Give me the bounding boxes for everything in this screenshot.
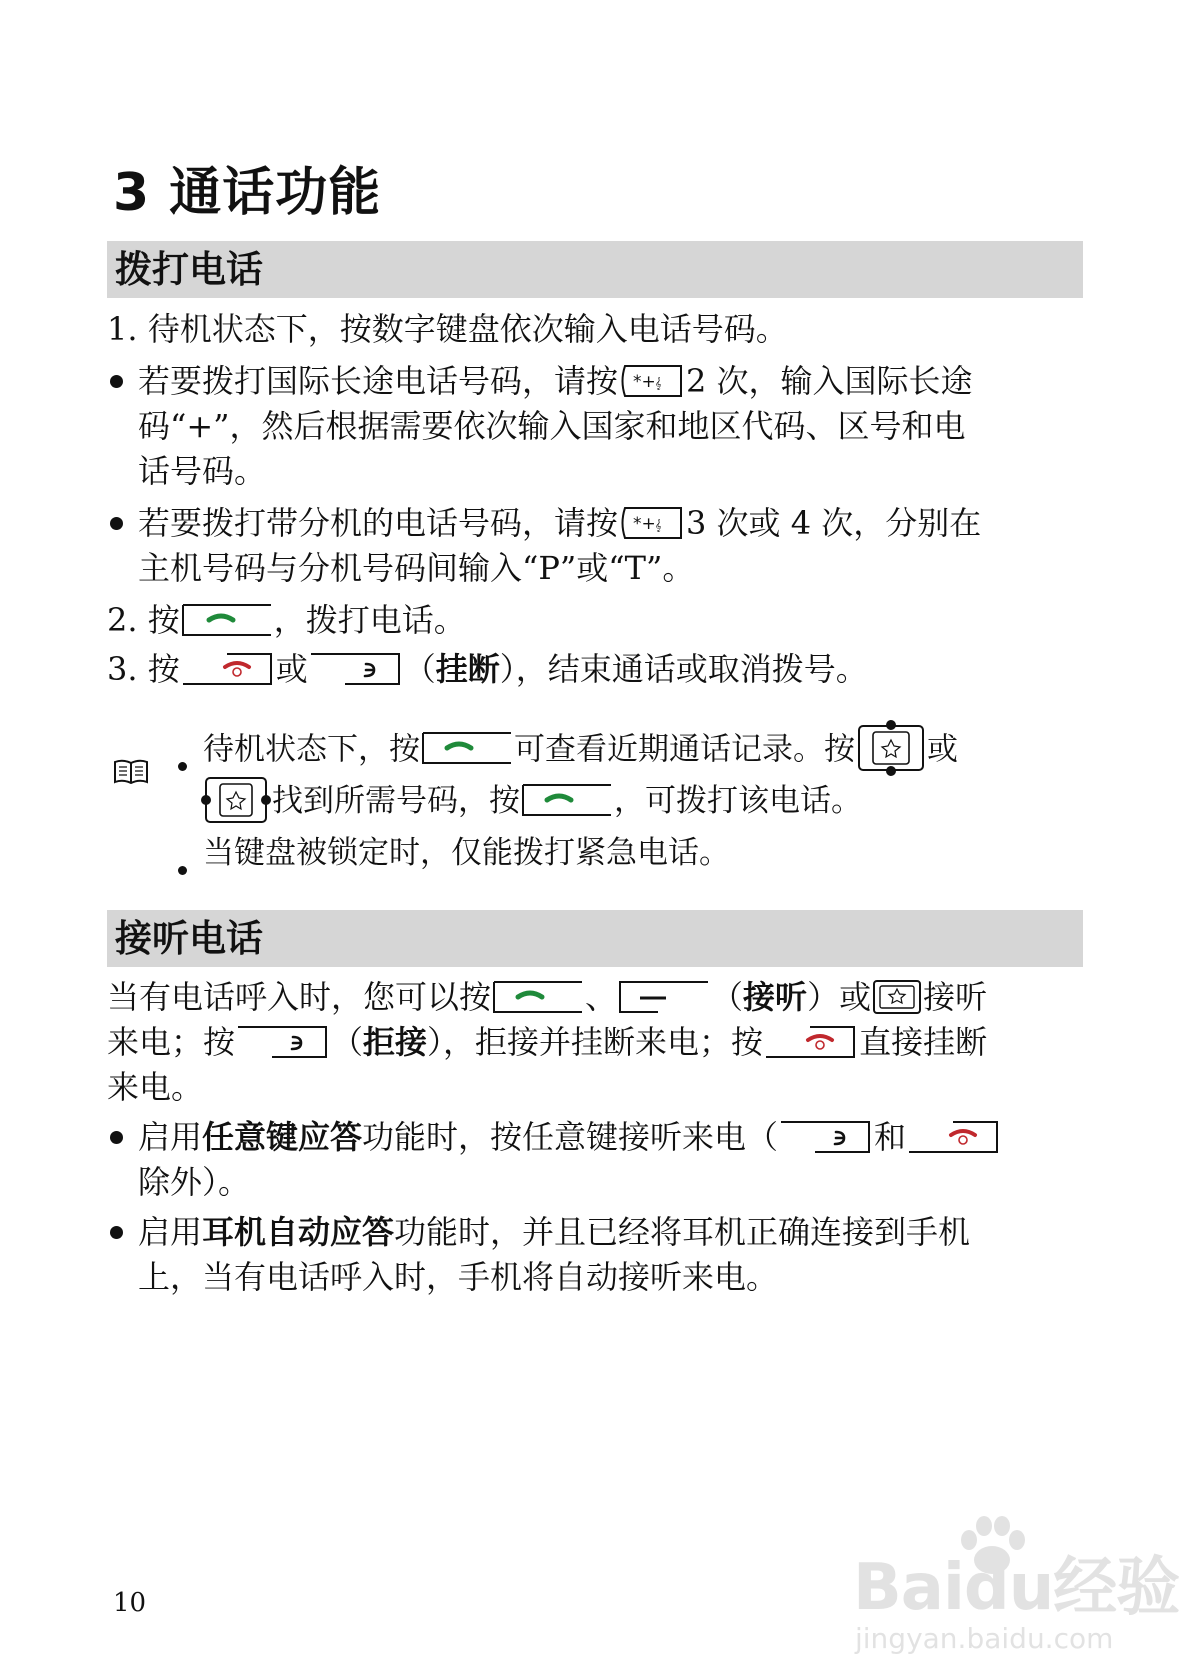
step-1-text: 1. 待机状态下，按数字键盘依次输入电话号码。: [107, 310, 788, 348]
step-3-text-b: 或: [275, 650, 308, 688]
watermark-url: jingyan.baidu.com: [855, 1622, 1114, 1655]
note-line-2: [200, 778, 862, 824]
answer-text-1e: 接听: [923, 978, 988, 1016]
answer-para-line-1: [107, 974, 987, 1020]
red-end-key-icon: [764, 1025, 858, 1059]
step-3-text-a: 3. 按: [107, 650, 180, 688]
note-bullet: [178, 762, 187, 771]
answer-text-1b: 、: [585, 978, 618, 1016]
star-plus-key-icon: [619, 364, 685, 398]
answer-text-1a: 当有电话呼入时，您可以按: [107, 978, 492, 1016]
any-key-text-c: 和: [874, 1118, 907, 1156]
note-line-1: [203, 726, 958, 772]
intl-text-b: 2 次，输入国际长途: [686, 362, 973, 400]
note-bullet: [178, 866, 187, 875]
svg-text:*+: *+: [633, 513, 656, 534]
answer-text-2c: ），拒接并挂断来电；按: [427, 1023, 764, 1061]
green-call-key-icon: [181, 603, 273, 637]
bullet: [110, 375, 123, 388]
step-2-text-b: ，拨打电话。: [273, 601, 466, 639]
open-book-icon: [113, 758, 149, 784]
headset-text-b: 功能时，并且已经将耳机正确连接到手机: [394, 1213, 971, 1251]
left-soft-key-icon: [618, 980, 710, 1014]
note-text-1b: 可查看近期通话记录。按: [514, 731, 855, 768]
note-text-2a: 找到所需号码，按: [272, 783, 520, 819]
note-text-2b: ，可拨打该电话。: [614, 783, 862, 819]
green-call-key-icon: [521, 783, 613, 817]
ext-text-a: 若要拨打带分机的电话号码，请按: [138, 504, 619, 542]
any-key-line-1: [138, 1114, 1002, 1160]
ext-line-1: [138, 500, 981, 546]
section-header-answer: [107, 910, 1083, 967]
reject-label: 拒接: [363, 1023, 428, 1061]
intl-text-a: 若要拨打国际长途电话号码，请按: [138, 362, 619, 400]
note-text-1a: 待机状态下，按: [203, 731, 420, 768]
ext-line-2: 主机号码与分机号码间输入“P”或“T”。: [138, 549, 695, 587]
answer-text-1c: （: [711, 978, 744, 1016]
section-heading-answer: 接听电话: [115, 917, 263, 960]
section-heading-dial: 拨打电话: [115, 248, 263, 291]
headset-line-1: [138, 1209, 970, 1255]
nav-left-right-key-icon: [201, 773, 271, 827]
page-number: 10: [113, 1588, 147, 1618]
bullet: [110, 1131, 123, 1144]
note-line-3: 当键盘被锁定时，仅能拨打紧急电话。: [203, 835, 730, 871]
answer-text-1d: ）或: [807, 978, 872, 1016]
watermark: [845, 1510, 1180, 1660]
intl-line-2: 码“+”，然后根据需要依次输入国家和地区代码、区号和电: [138, 407, 966, 445]
step-2-text-a: 2. 按: [107, 601, 180, 639]
red-end-key-icon: [907, 1120, 1001, 1154]
step-3-text-c: （: [403, 650, 436, 688]
any-key-answer-label: 任意键应答: [202, 1118, 363, 1156]
section-header-dial: [107, 241, 1083, 298]
nav-up-down-key-icon: [856, 720, 926, 776]
step-3: [107, 646, 868, 692]
step-2: [107, 597, 466, 643]
headset-line-2: 上，当有电话呼入时，手机将自动接听来电。: [138, 1258, 779, 1296]
headset-text-a: 启用: [138, 1213, 203, 1251]
step-1: [107, 306, 788, 352]
center-ok-key-icon: [872, 979, 922, 1015]
bullet: [110, 517, 123, 530]
red-end-key-icon: [181, 652, 275, 686]
right-soft-key-icon: [779, 1120, 873, 1154]
ext-text-b: 3 次或 4 次，分别在: [686, 504, 982, 542]
right-soft-key-icon: [236, 1025, 330, 1059]
chapter-title: 3 通话功能: [113, 163, 382, 223]
right-soft-key-icon: [309, 652, 403, 686]
note-text-1c: 或: [927, 731, 958, 768]
hang-up-label: 挂断: [435, 650, 500, 688]
answer-text-2a: 来电；按: [107, 1023, 236, 1061]
answer-text-2d: 直接挂断: [859, 1023, 988, 1061]
headset-auto-answer-label: 耳机自动应答: [202, 1213, 395, 1251]
intl-line-3: 话号码。: [138, 452, 267, 490]
any-key-line-2: 除外）。: [138, 1163, 251, 1201]
answer-para-line-3: 来电。: [107, 1068, 204, 1106]
answer-label: 接听: [743, 978, 808, 1016]
svg-text:*+: *+: [633, 371, 656, 392]
svg-text:𝄞: 𝄞: [655, 376, 662, 390]
watermark-brand: Baidu经验: [853, 1551, 1180, 1625]
star-plus-key-icon: [619, 506, 685, 540]
green-call-key-icon: [421, 731, 513, 765]
any-key-text-b: 功能时，按任意键接听来电（: [362, 1118, 779, 1156]
intl-line-1: [138, 358, 973, 404]
any-key-text-a: 启用: [138, 1118, 203, 1156]
answer-text-2b: （: [331, 1023, 364, 1061]
bullet: [110, 1226, 123, 1239]
step-3-text-d: ），结束通话或取消拨号。: [499, 650, 868, 688]
answer-para-line-2: [107, 1019, 987, 1065]
green-call-key-icon: [492, 980, 584, 1014]
svg-text:𝄞: 𝄞: [655, 518, 662, 532]
